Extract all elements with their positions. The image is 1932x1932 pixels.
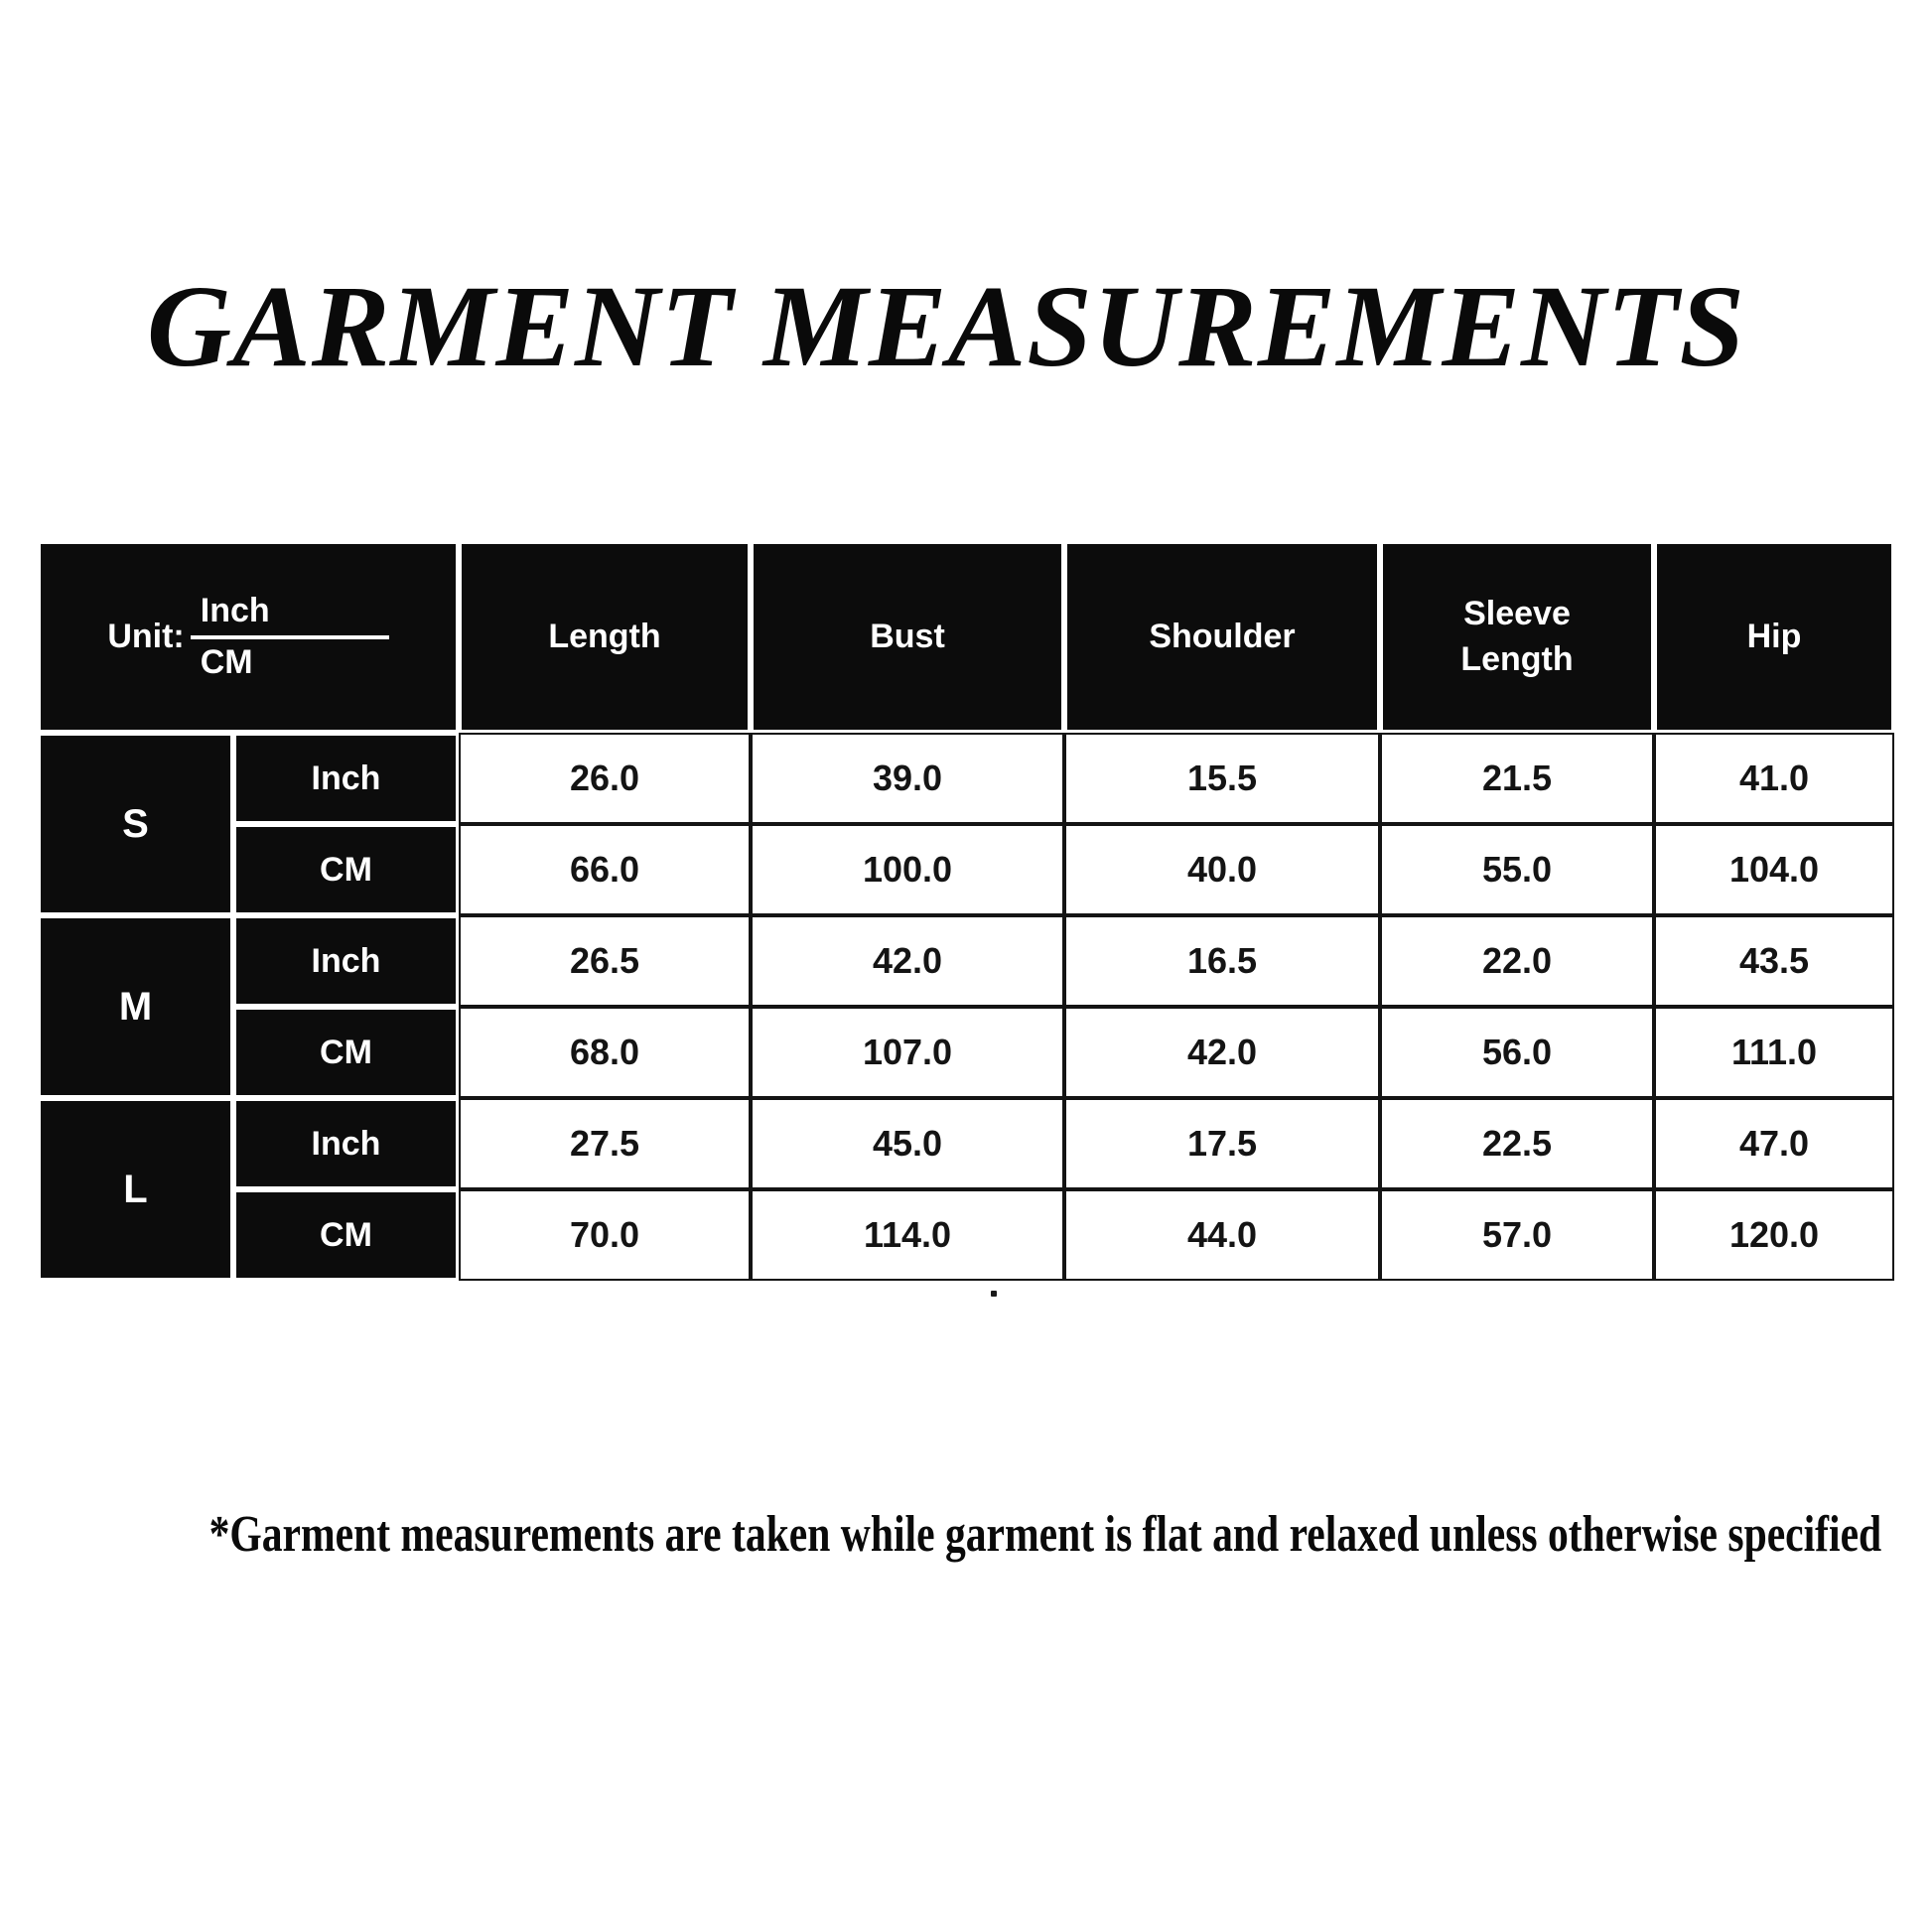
measurement-cell: 42.0 [751,915,1064,1007]
unit-cell-m-cm: CM [233,1007,459,1098]
measurement-cell: 21.5 [1380,733,1654,824]
measurement-cell: 39.0 [751,733,1064,824]
unit-fraction [191,593,389,681]
unit-cell-s-cm: CM [233,824,459,915]
unit-cm-label: CM [200,642,253,681]
measurement-cell: 44.0 [1064,1189,1380,1281]
size-row-label-m: M [38,915,233,1098]
measurement-cell: 26.0 [459,733,751,824]
column-header-sleeve-length [1380,541,1654,733]
measurement-cell: 16.5 [1064,915,1380,1007]
measurement-cell: 66.0 [459,824,751,915]
measurement-cell: 22.5 [1380,1098,1654,1189]
garment-measurements-table [38,541,1894,1281]
measurement-cell: 55.0 [1380,824,1654,915]
footnote-text: *Garment measurements are taken while garment is flat and relaxed unless otherwise specified [208,1506,1882,1563]
column-header-hip: Hip [1654,541,1894,733]
column-header-sleeve-length-text: Sleeve Length [1460,594,1574,678]
column-header-length: Length [459,541,751,733]
measurement-cell: 57.0 [1380,1189,1654,1281]
measurement-cell: 22.0 [1380,915,1654,1007]
measurement-cell: 70.0 [459,1189,751,1281]
unit-cell-s-inch: Inch [233,733,459,824]
column-header-shoulder: Shoulder [1064,541,1380,733]
measurement-cell: 120.0 [1654,1189,1894,1281]
measurement-cell: 104.0 [1654,824,1894,915]
measurement-cell: 111.0 [1654,1007,1894,1098]
size-row-label-l: L [38,1098,233,1281]
measurement-cell: 100.0 [751,824,1064,915]
unit-cell-l-cm: CM [233,1189,459,1281]
measurement-cell: 43.5 [1654,915,1894,1007]
unit-header-cell [38,541,459,733]
measurement-cell: 26.5 [459,915,751,1007]
measurement-cell: 15.5 [1064,733,1380,824]
unit-inch-label: Inch [191,593,389,638]
measurement-cell: 40.0 [1064,824,1380,915]
column-header-bust: Bust [751,541,1064,733]
measurement-cell: 17.5 [1064,1098,1380,1189]
measurement-cell: 107.0 [751,1007,1064,1098]
stray-dot-artifact [991,1291,997,1297]
measurement-cell: 41.0 [1654,733,1894,824]
footnote [0,1505,1932,1564]
measurement-cell: 47.0 [1654,1098,1894,1189]
measurement-cell: 42.0 [1064,1007,1380,1098]
measurement-cell: 68.0 [459,1007,751,1098]
measurement-cell: 114.0 [751,1189,1064,1281]
unit-cell-l-inch: Inch [233,1098,459,1189]
measurement-cell: 45.0 [751,1098,1064,1189]
page-title: GARMENT MEASUREMENTS [146,261,1746,392]
unit-label: Unit: [107,618,185,655]
size-row-label-s: S [38,733,233,915]
unit-cell-m-inch: Inch [233,915,459,1007]
measurement-cell: 56.0 [1380,1007,1654,1098]
measurement-cell: 27.5 [459,1098,751,1189]
